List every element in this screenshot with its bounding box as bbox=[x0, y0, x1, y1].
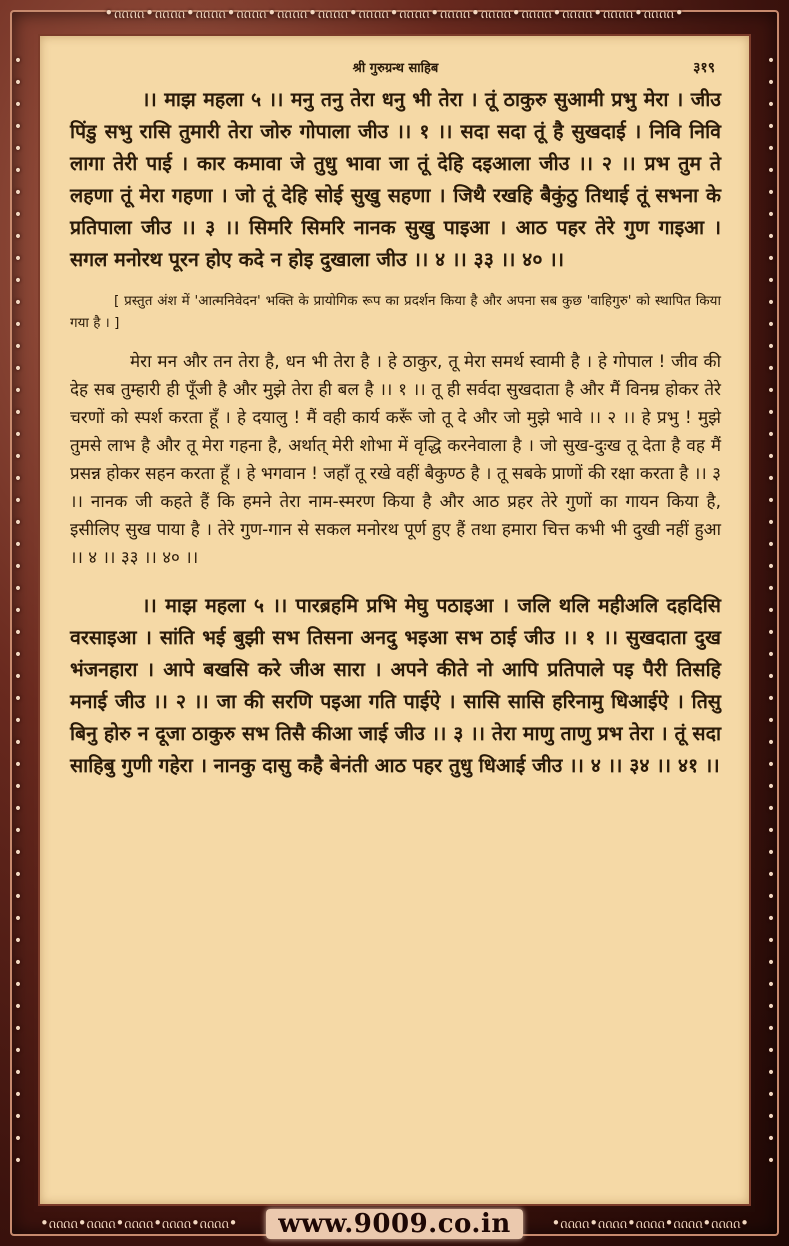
page-number: ३१९ bbox=[693, 60, 715, 76]
section-gap bbox=[70, 572, 721, 590]
running-title: श्री गुरुग्रन्थ साहिब bbox=[352, 61, 439, 76]
verse-block-2 bbox=[70, 590, 721, 782]
translation-block bbox=[70, 348, 721, 572]
bottom-right-ornament: •ᦶᦶ•ᦶᦶ•ᦶᦶ•ᦶᦶ•ᦶᦶ• bbox=[551, 1214, 749, 1232]
editorial-note: [ प्रस्तुत अंश में 'आत्मनिवेदन' भक्ति के प्रायोगिक रूप का प्रदर्शन किया है और अपना सब कुछ 'वाहिगुरु' को स्थापित किया गया है । ] bbox=[70, 293, 721, 331]
website-link[interactable]: www.9009.co.in bbox=[266, 1209, 523, 1239]
left-ornament-border: • • • • • • • • • • • • • • • • • • • • • • • • • • • • • • • • • • • • • • • • • • • • • • • • • • • bbox=[13, 53, 23, 1169]
scripture-page bbox=[38, 34, 751, 1206]
running-head bbox=[70, 58, 721, 84]
verse-1-text: ।। माझ महला ५ ।। मनु तनु तेरा धनु भी तेरा । तूं ठाकुरु सुआमी प्रभु मेरा । जीउ पिंडु सभु रासि तुमारी तेरा जोरु गोपाला जीउ ।। १ ।। सदा सदा तूं है सुखदाई । निवि निवि लागा तेरी पाई । कार कमावा जे तुधु भावा जा तूं देहि दइआला जीउ ।। २ ।। प्रभ तुम ते लहणा तूं मेरा गहणा । जो तूं देहि सोई सुखु सहणा । जिथै रखहि बैकुंठु तिथाई तूं सभना के प्रतिपाला जीउ ।। ३ ।। सिमरि सिमरि नानक सुखु पाइआ । आठ पहर तेरे गुण गाइआ । सगल मनोरथ पूरन होए कदे न होइ दुखाला जीउ ।। ४ ।। ३३ ।। ४० ।। bbox=[70, 88, 721, 271]
website-footer bbox=[0, 1209, 789, 1239]
verse-2-text: ।। माझ महला ५ ।। पारब्रहमि प्रभि मेघु पठाइआ । जलि थलि महीअलि दहदिसि वरसाइआ । सांति भई बुझी सभ तिसना अनदु भइआ सभ ठाई जीउ ।। १ ।। सुखदाता दुख भंजनहारा । आपे बखसि करे जीअ सारा । अपने कीते नो आपि प्रतिपाले पइ पैरी तिसहि मनाई जीउ ।। २ ।। जा की सरणि पइआ गति पाईऐ । सासि सासि हरिनामु धिआईऐ । तिसु बिनु होरु न दूजा ठाकुरु सभ तिसै कीआ जाई जीउ ।। ३ ।। तेरा माणु ताणु प्रभ तेरा । तूं सदा साहिबु गुणी गहेरा । नानकु दासु कहै बेनंती आठ पहर तुधु धिआई जीउ ।। ४ ।। ३४ ।। ४१ ।। bbox=[70, 594, 721, 777]
verse-block-1 bbox=[70, 84, 721, 276]
bottom-left-ornament: •ᦶᦶ•ᦶᦶ•ᦶᦶ•ᦶᦶ•ᦶᦶ• bbox=[40, 1214, 238, 1232]
top-ornament-border: •ᦶᦶ•ᦶᦶ•ᦶᦶ•ᦶᦶ•ᦶᦶ•ᦶᦶ•ᦶᦶ•ᦶᦶ•ᦶᦶ•ᦶᦶ•ᦶᦶ•ᦶᦶ•ᦶᦶ•ᦶᦶ• bbox=[104, 4, 685, 22]
right-ornament-border: • • • • • • • • • • • • • • • • • • • • • • • • • • • • • • • • • • • • • • • • • • • • • • • • • • • bbox=[766, 53, 776, 1169]
translation-text: मेरा मन और तन तेरा है, धन भी तेरा है । हे ठाकुर, तू मेरा समर्थ स्वामी है । हे गोपाल ! जीव की देह सब तुम्हारी ही पूँजी है और मुझे तेरा ही बल है ।। १ ।। तू ही सर्वदा सुखदाता है और मैं विनम्र होकर तेरे चरणों को स्पर्श करता हूँ । हे दयालु ! मैं वही कार्य करूँ जो तू दे और जो मुझे भावे ।। २ ।। हे प्रभु ! मुझे तुमसे लाभ है और तू मेरा गहना है, अर्थात् मेरी शोभा में वृद्धि करनेवाला है । जो सुख-दुःख तू देता है वह मैं प्रसन्न होकर सहन करता हूँ । हे भगवान ! जहाँ तू रखे वहीं बैकुण्ठ है । तू सबके प्राणों की रक्षा करता है ।। ३ ।। नानक जी कहते हैं कि हमने तेरा नाम-स्मरण किया है और आठ प्रहर तेरे गुणों का गायन किया है, इसीलिए सुख पाया है । तेरे गुण-गान से सकल मनोरथ पूर्ण हुए हैं तथा हमारा चित्त कभी भी दुखी नहीं हुआ ।। ४ ।। ३३ ।। ४० ।। bbox=[70, 352, 721, 568]
